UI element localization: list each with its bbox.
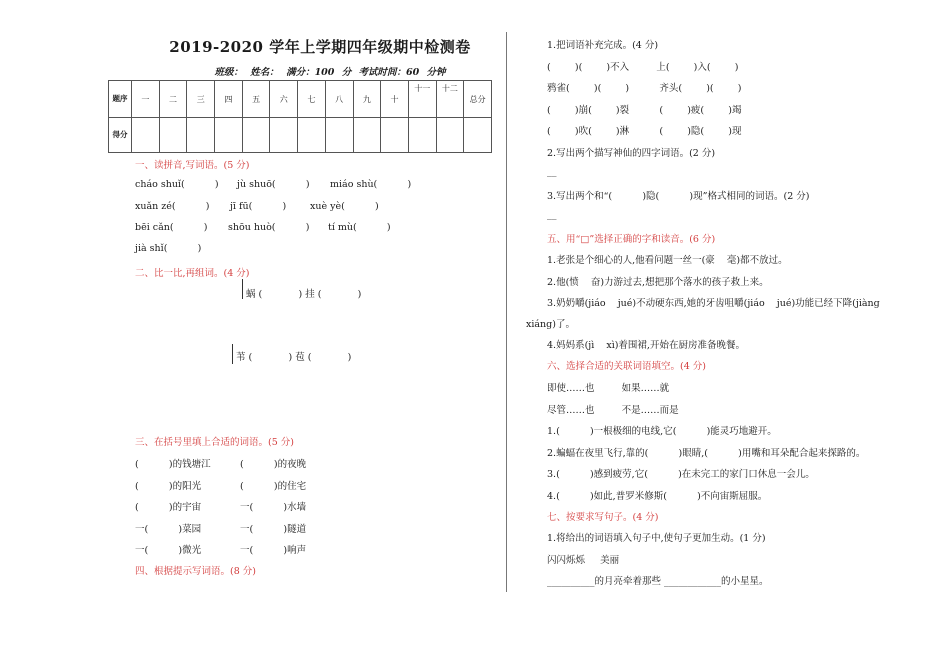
brace-line — [232, 344, 233, 364]
page-title: 2019-2020 学年上学期四年级期中检测卷 — [169, 38, 471, 56]
idiom-row: ( )( )不入 上( )入( ) — [547, 62, 739, 73]
choice-sentence: 4.妈妈系(jì xì)着围裙,开始在厨房准备晚餐。 — [547, 340, 745, 351]
score-col-5: 五 — [242, 81, 270, 118]
score-col-6: 六 — [270, 81, 298, 118]
compare-pair: 苇 ( ) 苞 ( ) — [236, 352, 352, 363]
fill-item: ( )的夜晚 — [240, 459, 307, 470]
pinyin-item: jià shǐ( ) — [135, 243, 202, 254]
score-col-total: 总分 — [464, 81, 492, 118]
section-3-heading: 三、在括号里填上合适的词语。(5 分) — [135, 437, 294, 448]
score-table-row-label: 得分 — [109, 118, 132, 153]
score-col-12: 十二 — [436, 81, 464, 118]
fill-item: 一( )水墙 — [240, 502, 307, 513]
score-cell[interactable] — [325, 118, 353, 153]
score-col-2: 二 — [159, 81, 187, 118]
score-col-10: 十 — [381, 81, 409, 118]
score-cell[interactable] — [408, 118, 436, 153]
given-words: 闪闪烁烁 美丽 — [547, 555, 620, 566]
score-table — [108, 80, 492, 153]
exam-info-line: 班级： 姓名： 满分：100 分 考试时间：60 分钟 — [214, 67, 446, 78]
section-5-heading: 五、用“□”选择正确的字和读音。(6 分) — [547, 234, 716, 245]
score-table-header-row — [109, 81, 492, 118]
choice-sentence: 3.奶奶嚼(jiáo jué)不动硬东西,她的牙齿咀嚼(jiáo jué)功能已经下降(jiàng — [547, 298, 880, 309]
section-1-heading: 一、读拼音,写词语。(5 分) — [135, 160, 250, 171]
idiom-row: ( )吹( )淋 ( )隐( )现 — [547, 126, 742, 137]
answer-blank[interactable]: __ — [547, 166, 557, 177]
score-cell[interactable] — [270, 118, 298, 153]
pinyin-item: xuǎn zé( ) — [135, 201, 210, 212]
pinyin-item: cháo shuǐ( ) — [135, 179, 219, 190]
score-cell[interactable] — [381, 118, 409, 153]
score-cell[interactable] — [132, 118, 160, 153]
section-7-heading: 七、按要求写句子。(4 分) — [547, 512, 659, 523]
fill-item: ( )的钱塘江 — [135, 459, 211, 470]
pinyin-item: miáo shù( ) — [330, 179, 412, 190]
conjunction-sentence: 4.( )如此,普罗米修斯( )不向宙斯屈服。 — [547, 491, 768, 502]
sentence-blank[interactable]: __________的月亮牵着那些 ____________的小星星。 — [547, 576, 769, 587]
sentence-question: 1.将给出的词语填入句子中,使句子更加生动。(1 分) — [547, 533, 766, 544]
score-col-11: 十一 — [408, 81, 436, 118]
pinyin-item: xuè yè( ) — [310, 201, 379, 212]
score-col-7: 七 — [298, 81, 326, 118]
score-cell[interactable] — [298, 118, 326, 153]
pinyin-item: shōu huò( ) — [228, 222, 310, 233]
choice-sentence: 2.他(愤 奋)力游过去,想把那个落水的孩子救上来。 — [547, 277, 769, 288]
score-cell[interactable] — [159, 118, 187, 153]
choice-sentence-cont: xiáng)了。 — [526, 319, 575, 330]
conjunction-sentence: 1.( )一根极细的电线,它( )能灵巧地避开。 — [547, 426, 777, 437]
score-col-3: 三 — [187, 81, 215, 118]
conjunction-sentence: 2.蝙蝠在夜里飞行,靠的( )眼睛,( )用嘴和耳朵配合起来探路的。 — [547, 448, 866, 459]
question-3: 3.写出两个和“( )隐( )现”格式相同的词语。(2 分) — [547, 191, 810, 202]
conjunction-options: 尽管……也 不是……而是 — [547, 405, 679, 416]
score-col-1: 一 — [132, 81, 160, 118]
score-table-row-label: 题序 — [109, 81, 132, 118]
score-cell[interactable] — [436, 118, 464, 153]
fill-item: 一( )菜园 — [135, 524, 202, 535]
pinyin-item: tí mù( ) — [328, 222, 391, 233]
question-1: 1.把词语补充完成。(4 分) — [547, 40, 659, 51]
answer-blank[interactable]: __ — [547, 209, 557, 220]
conjunction-options: 即使……也 如果……就 — [547, 383, 670, 394]
fill-item: ( )的住宅 — [240, 481, 307, 492]
pinyin-item: bēi cǎn( ) — [135, 222, 208, 233]
score-cell[interactable] — [187, 118, 215, 153]
score-col-8: 八 — [325, 81, 353, 118]
section-6-heading: 六、选择合适的关联词语填空。(4 分) — [547, 361, 706, 372]
fill-item: 一( )微光 — [135, 545, 202, 556]
score-col-9: 九 — [353, 81, 381, 118]
pinyin-item: jù shuō( ) — [237, 179, 310, 190]
brace-line — [242, 279, 243, 299]
score-cell[interactable] — [464, 118, 492, 153]
fill-item: ( )的阳光 — [135, 481, 202, 492]
score-col-4: 四 — [215, 81, 243, 118]
score-table-score-row — [109, 118, 492, 153]
fill-item: ( )的宇宙 — [135, 502, 202, 513]
fill-item: 一( )响声 — [240, 545, 307, 556]
section-4-heading: 四、根据提示写词语。(8 分) — [135, 566, 256, 577]
pinyin-item: jī fū( ) — [230, 201, 287, 212]
conjunction-sentence: 3.( )感到疲劳,它( )在未完工的家门口休息一会儿。 — [547, 469, 815, 480]
score-cell[interactable] — [242, 118, 270, 153]
idiom-row: ( )崩( )裂 ( )疲( )竭 — [547, 105, 742, 116]
section-2-heading: 二、比一比,再组词。(4 分) — [135, 268, 250, 279]
compare-pair: 蜗 ( ) 挂 ( ) — [246, 289, 362, 300]
fill-item: 一( )隧道 — [240, 524, 307, 535]
choice-sentence: 1.老张是个细心的人,他看问题一丝一(豪 毫)都不放过。 — [547, 255, 788, 266]
idiom-row: 鸦雀( )( ) 齐头( )( ) — [547, 83, 742, 94]
question-2: 2.写出两个描写神仙的四字词语。(2 分) — [547, 148, 716, 159]
score-cell[interactable] — [215, 118, 243, 153]
score-cell[interactable] — [353, 118, 381, 153]
column-divider — [506, 32, 507, 592]
